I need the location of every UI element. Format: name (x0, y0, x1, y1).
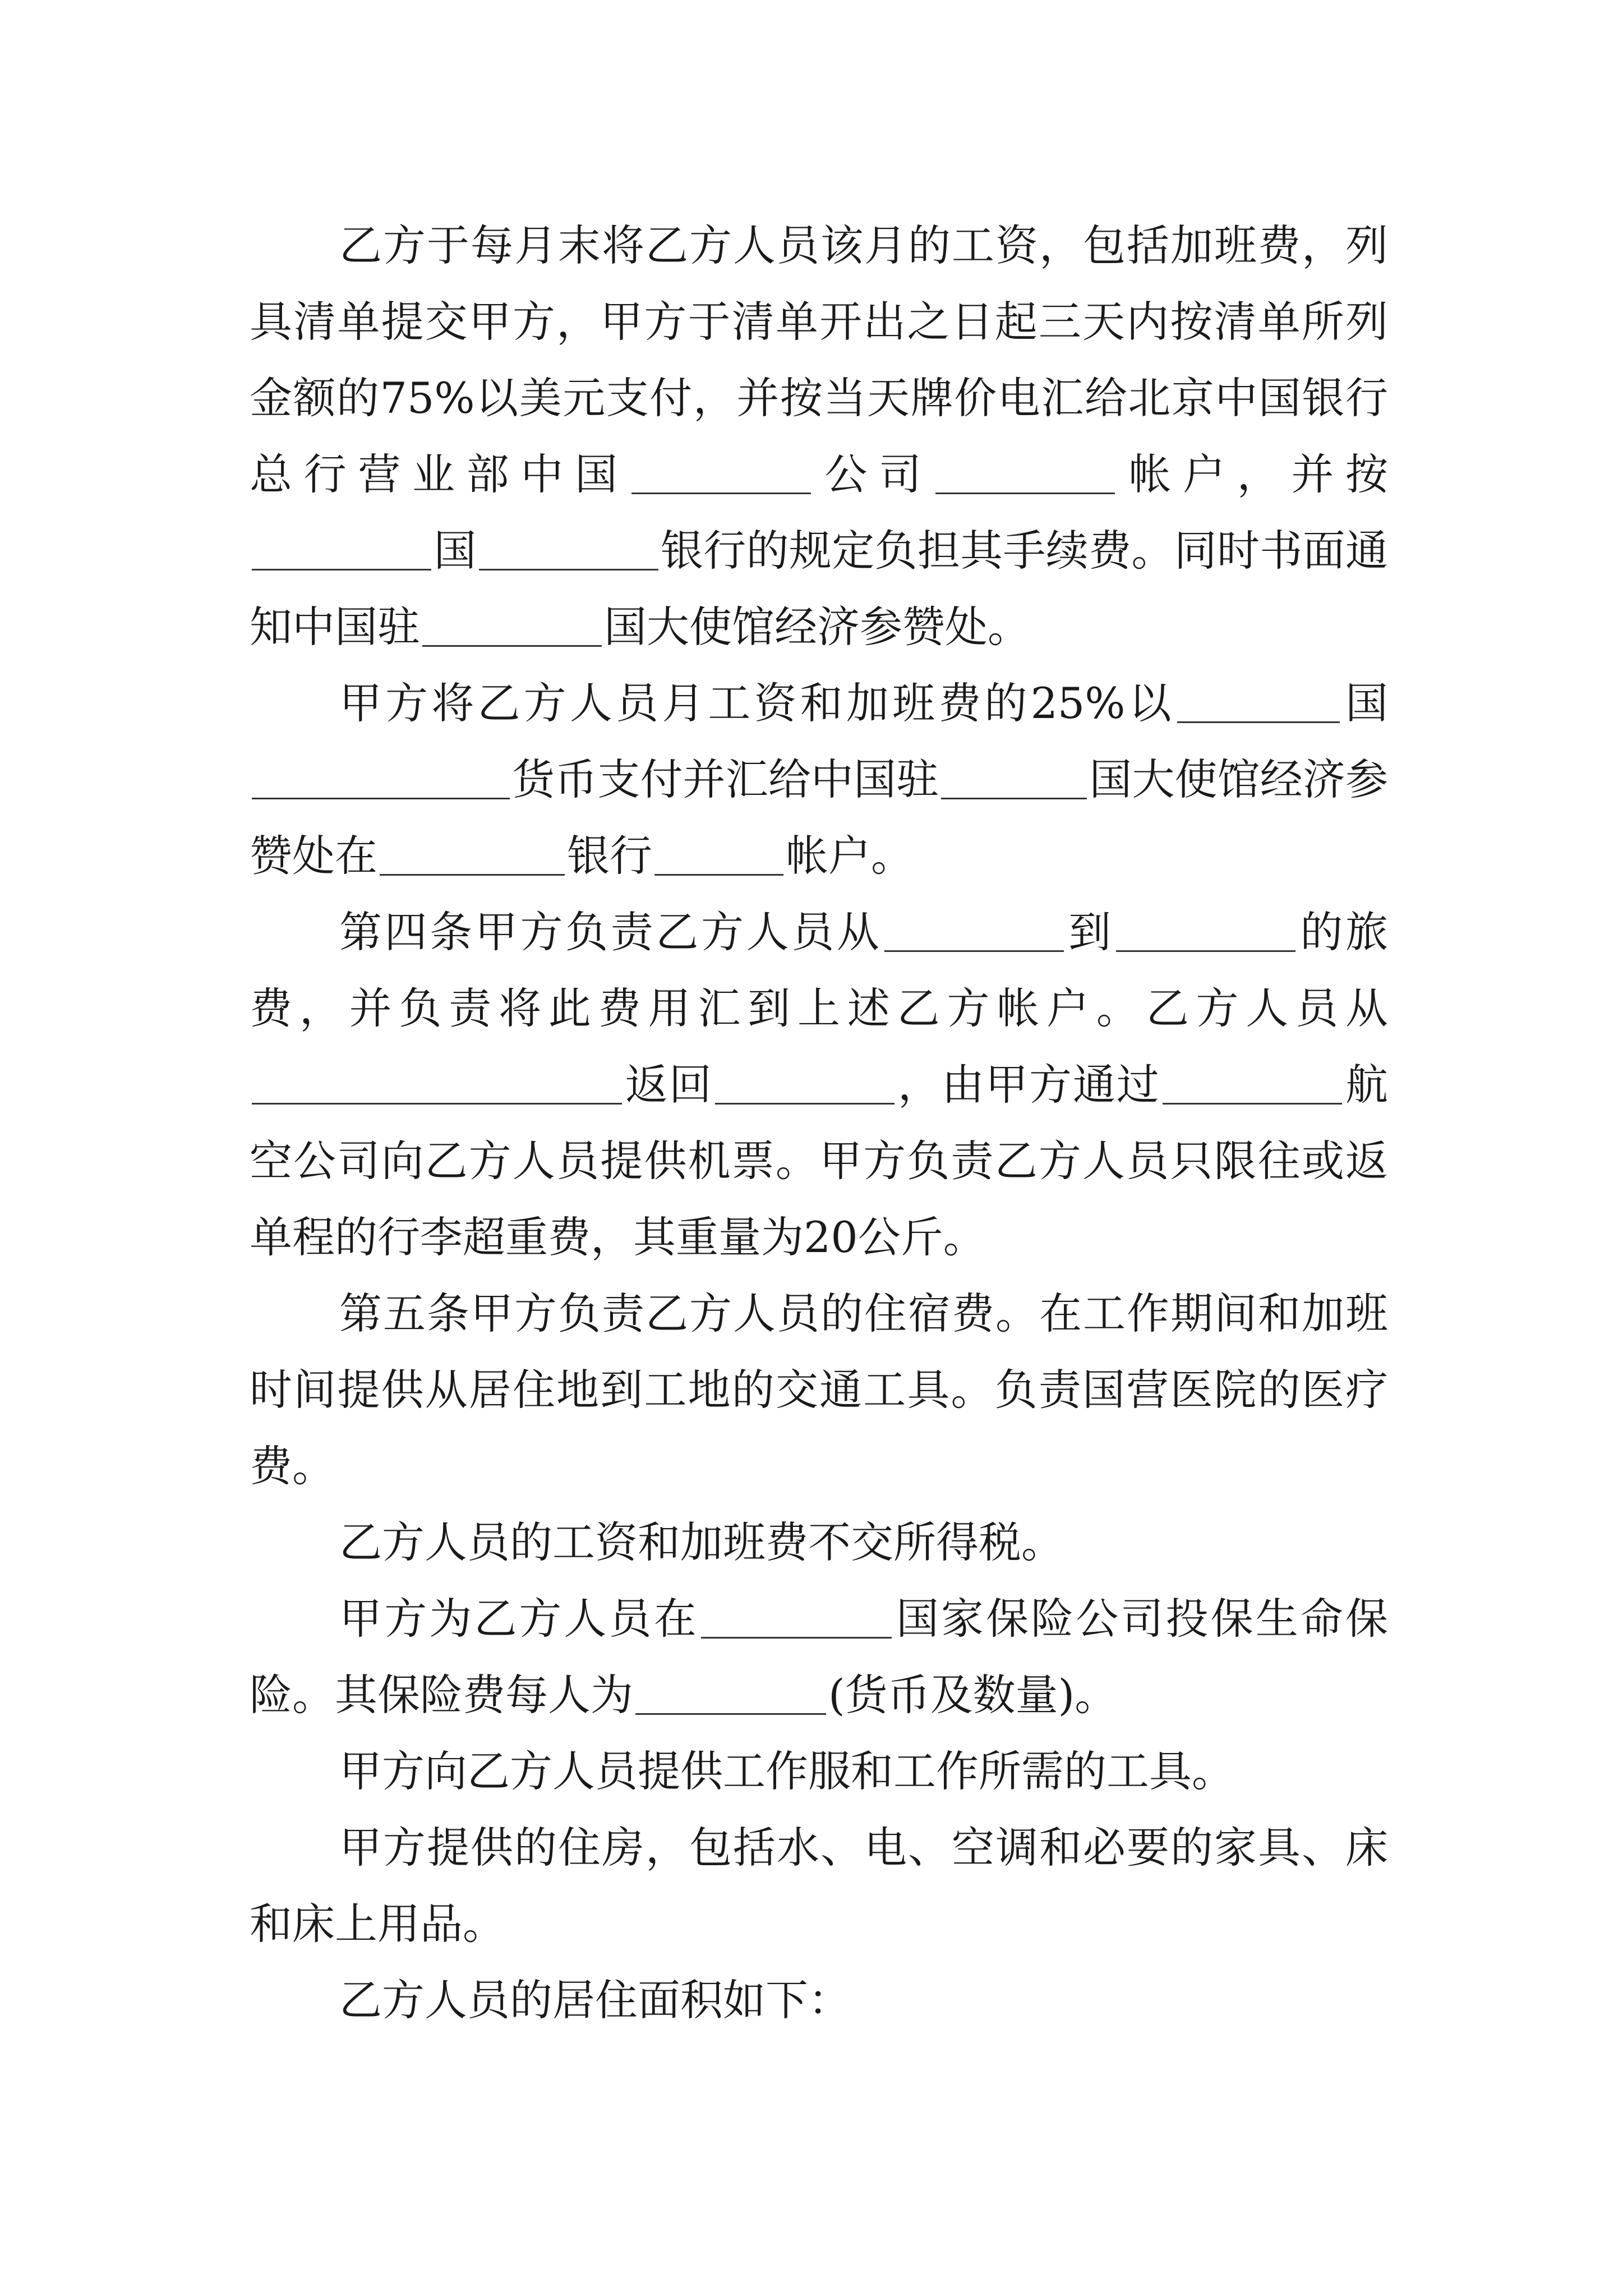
paragraph-article-four-travel (250, 894, 1388, 1276)
text-segment: 甲方将乙方人员月工资和加班费的25%以 (339, 678, 1175, 728)
text-segment: 国家保险公司投保生命保险。其保险费每人为 (250, 1594, 1389, 1720)
fill-in-blank[interactable] (941, 755, 1087, 799)
text-segment: 帐户。 (786, 831, 914, 881)
text-segment: 返回 (624, 1060, 713, 1110)
fill-in-blank[interactable] (635, 1671, 826, 1715)
fill-in-blank[interactable] (479, 526, 658, 570)
text-segment: 乙方于每月末将乙方人员该月的工资，包括加班费，列具清单提交甲方，甲方于清单开出之日起三天内按清单所列金额的75%以美元支付，并按当天牌价电汇给北京中国银行总行营业部中国 (250, 220, 1388, 499)
text-segment: ，由甲方通过 (897, 1060, 1160, 1110)
paragraph-local-currency-payment (250, 665, 1388, 894)
text-segment: 帐户，并按 (1117, 449, 1389, 499)
text-segment: (货币及数量)。 (828, 1670, 1118, 1720)
text-segment: 国 (434, 526, 477, 576)
fill-in-blank[interactable] (1116, 908, 1295, 952)
fill-in-blank[interactable] (701, 1594, 892, 1639)
text-segment: 甲方为乙方人员在 (339, 1594, 699, 1644)
fill-in-blank[interactable] (1177, 679, 1340, 723)
fill-in-blank[interactable] (380, 831, 565, 876)
fill-in-blank[interactable] (715, 1060, 895, 1105)
text-segment: 银行的规定负担其手续费。同时书面通知中国驻 (250, 526, 1389, 652)
paragraph-salary-payment (250, 208, 1388, 665)
text-segment: 的旅费，并负责将此费用汇到上述乙方帐户。乙方人员从 (250, 907, 1388, 1033)
fill-in-blank[interactable] (631, 450, 811, 494)
text-segment: 国 (1341, 678, 1389, 728)
text-segment: 航空公司向乙方人员提供机票。甲方负责乙方人员只限往或返单程的行李超重费，其重量为20公斤。 (250, 1060, 1388, 1262)
text-segment: 国大使馆经济参赞处。 (604, 602, 1030, 652)
text-segment: 货币支付并汇给中国驻 (512, 754, 939, 804)
fill-in-blank[interactable] (1163, 1060, 1342, 1105)
fill-in-blank[interactable] (654, 831, 783, 876)
paragraph-housing: 甲方提供的住房，包括水、电、空调和必要的家具、床和床上用品。 (250, 1823, 1388, 1949)
fill-in-blank[interactable] (422, 602, 602, 647)
text-segment: 银行 (567, 831, 652, 881)
fill-in-blank[interactable] (252, 755, 510, 799)
paragraph-life-insurance (250, 1581, 1388, 1733)
text-segment: 公司 (813, 449, 933, 499)
text-segment: 第四条甲方负责乙方人员从 (339, 907, 882, 957)
paragraph-work-clothing: 甲方向乙方人员提供工作服和工作所需的工具。 (339, 1746, 1234, 1796)
document-body (250, 208, 1388, 2039)
paragraph-article-five-accommodation: 第五条甲方负责乙方人员的住宿费。在工作期间和加班时间提供从居住地到工地的交通工具。负责国营医院的医疗费。 (250, 1289, 1388, 1491)
text-segment: 到 (1066, 907, 1114, 957)
fill-in-blank[interactable] (935, 450, 1115, 494)
paragraph-tax-exemption: 乙方人员的工资和加班费不交所得税。 (339, 1517, 1064, 1567)
fill-in-blank[interactable] (884, 908, 1064, 952)
fill-in-blank[interactable] (252, 1060, 622, 1105)
text-segment: 国大使馆经济参赞处在 (250, 754, 1389, 881)
paragraph-living-area: 乙方人员的居住面积如下： (339, 1975, 851, 2025)
fill-in-blank[interactable] (252, 526, 431, 570)
